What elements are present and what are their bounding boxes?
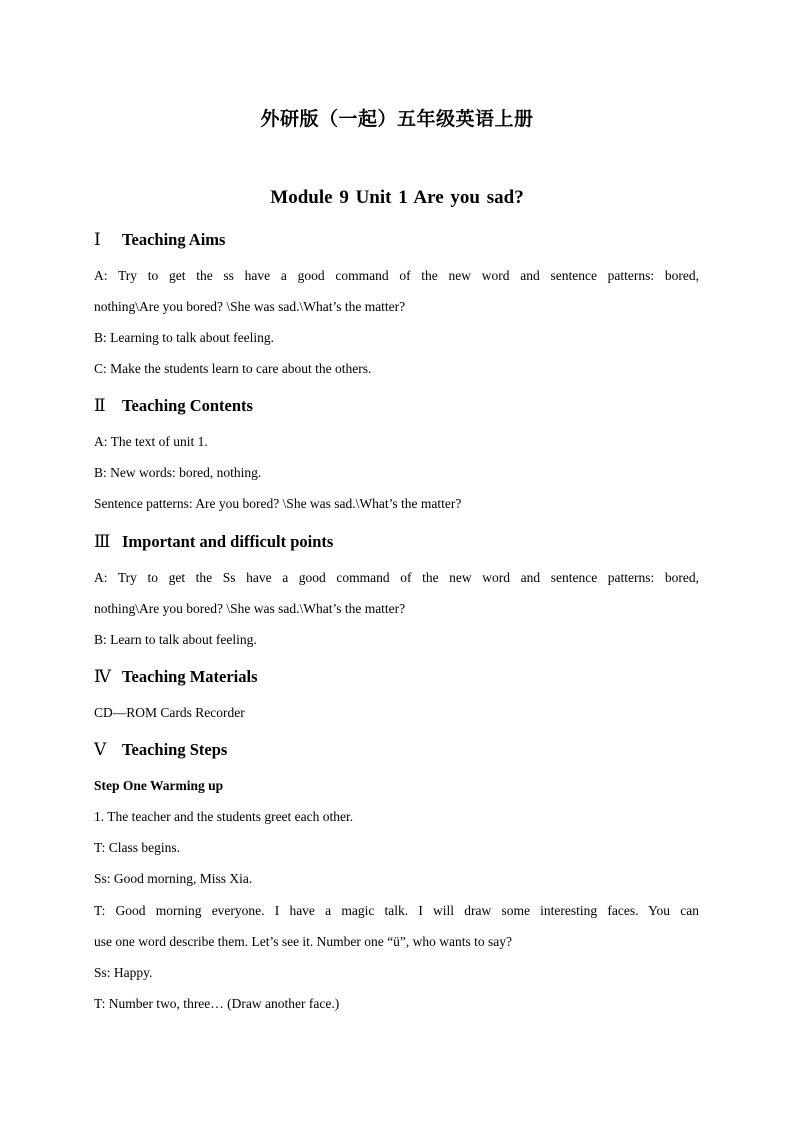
- text-line: Ss: Good morning, Miss Xia.: [94, 871, 253, 886]
- text-line: CD—ROM Cards Recorder: [94, 705, 245, 720]
- text-line: Sentence patterns: Are you bored? \She was sad.\What’s the matter?: [94, 496, 462, 511]
- section-number: Ⅱ: [94, 396, 106, 415]
- text-line: nothing\Are you bored? \She was sad.\What’s the matter?: [94, 601, 406, 616]
- section-heading-materials: [94, 667, 258, 687]
- section-heading-contents: [94, 396, 253, 416]
- section-title: Teaching Contents: [122, 396, 253, 415]
- section-title: Teaching Materials: [122, 667, 258, 686]
- text-line: A: The text of unit 1.: [94, 434, 208, 449]
- text-line: A: Try to get the ss have a good command of the new word and sentence patterns: bored,: [94, 268, 699, 283]
- step-one-heading: Step One Warming up: [94, 778, 224, 793]
- text-line: T: Good morning everyone. I have a magic talk. I will draw some interesting faces. You can: [94, 903, 699, 918]
- section-title: Teaching Steps: [122, 740, 228, 759]
- section-number: Ⅲ: [94, 532, 111, 551]
- text-line: Ss: Happy.: [94, 965, 153, 980]
- section-title: Teaching Aims: [122, 230, 226, 249]
- section-title: Important and difficult points: [122, 532, 334, 551]
- document-title-chinese: 外研版（一起）五年级英语上册: [260, 108, 534, 130]
- lesson-title: Module 9 Unit 1 Are you sad?: [270, 187, 524, 208]
- text-line: B: Learning to talk about feeling.: [94, 330, 274, 345]
- text-line: A: Try to get the Ss have a good command of the new word and sentence patterns: bored,: [94, 570, 699, 585]
- section-number: Ⅰ: [94, 230, 101, 249]
- text-line: T: Number two, three… (Draw another face.): [94, 996, 340, 1011]
- section-heading-steps: [94, 740, 227, 760]
- text-line: B: Learn to talk about feeling.: [94, 632, 257, 647]
- section-number: Ⅴ: [94, 740, 107, 759]
- text-line: C: Make the students learn to care about the others.: [94, 361, 372, 376]
- text-line: T: Class begins.: [94, 840, 180, 855]
- text-line: nothing\Are you bored? \She was sad.\What’s the matter?: [94, 299, 406, 314]
- text-line: B: New words: bored, nothing.: [94, 465, 262, 480]
- text-line: 1. The teacher and the students greet each other.: [94, 809, 354, 824]
- section-heading-points: [94, 532, 333, 552]
- section-number: Ⅳ: [94, 667, 111, 686]
- text-line: use one word describe them. Let’s see it. Number one “ü”, who wants to say?: [94, 934, 513, 949]
- section-heading-aims: [94, 230, 225, 250]
